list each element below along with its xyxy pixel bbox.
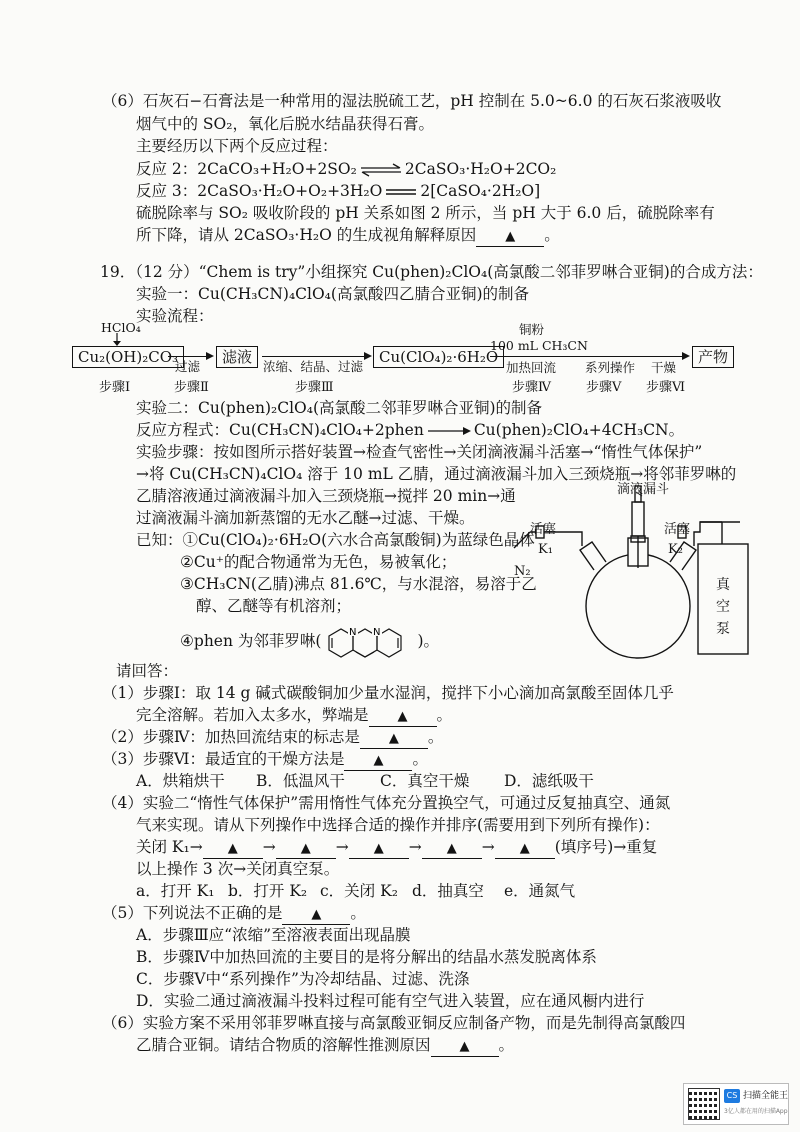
svg-text:N: N (373, 627, 381, 638)
blank-triangle-icon: ▲ (519, 841, 530, 856)
flow-box-filtrate: 滤液 (216, 346, 258, 368)
equals-sign-icon (384, 185, 418, 199)
a5-line (102, 903, 366, 925)
op-b: b．打开 K₂ (228, 882, 308, 900)
arrow: → (408, 838, 422, 856)
a5-option-c[interactable]: C．步骤Ⅴ中“系列操作”为冷却结晶、过滤、洗涤 (136, 970, 470, 988)
q19-exp2: 实验二：Cu(phen)₂ClO₄(高氯酸二邻菲罗啉合亚铜)的制备 (136, 399, 543, 417)
label-vacuum-pump: 真空泵 (716, 577, 730, 637)
op-filter: 过滤 (175, 359, 201, 374)
option-d[interactable]: D．滤纸吸干 (504, 772, 594, 790)
period: 。 (427, 728, 444, 746)
a5-text: （5）下列说法不正确的是 (102, 904, 283, 922)
op-concentrate: 浓缩、结晶、过滤 (263, 359, 364, 374)
option-c[interactable]: C．真空干燥 (380, 772, 470, 790)
a6-line1: （6）实验方案不采用邻菲罗啉直接与高氯酸亚铜反应制备产物，而是先制得高氯酸四 (102, 1014, 686, 1032)
step-5-label: 步骤Ⅴ (586, 380, 622, 395)
label-n2: N₂ (514, 564, 531, 579)
q19-equation (136, 420, 684, 440)
answer-blank-4a[interactable] (203, 838, 263, 859)
answer-blank-1[interactable] (369, 706, 437, 727)
reagent-copper-powder: 铜粉 (519, 322, 545, 337)
op-e: e．通氮气 (504, 882, 576, 900)
apparatus-diagram (510, 478, 760, 668)
step-4-label: 步骤Ⅳ (512, 380, 551, 395)
reaction2-left: 反应 2：2CaCO₃+H₂O+2SO₂ (136, 160, 357, 178)
step-3-label: 步骤Ⅲ (295, 380, 334, 395)
q6-reaction3 (136, 181, 540, 201)
period: 。 (544, 226, 560, 244)
flow-box-product: 产物 (692, 346, 734, 368)
a4-line2: 气来实现。请从下列操作中选择合适的操作并排序(需要用到下列所有操作)： (136, 816, 660, 834)
a4-line3 (136, 837, 657, 859)
answer-prompt: 请回答： (116, 662, 179, 680)
blank-triangle-icon: ▲ (373, 841, 384, 856)
known-4-text: ④phen 为邻菲罗啉( (180, 632, 322, 650)
blank-triangle-icon: ▲ (300, 841, 311, 856)
reagent-hclo4: HClO₄ (101, 320, 141, 335)
equation-left: 反应方程式：Cu(CH₃CN)₄ClO₄+2phen (136, 421, 424, 439)
arrow: → (335, 838, 349, 856)
a2-text: （2）步骤Ⅳ：加热回流结束的标志是 (102, 728, 360, 746)
reaction3-left: 反应 3：2CaSO₃·H₂O+O₂+3H₂O (136, 182, 383, 200)
blank-triangle-icon: ▲ (373, 753, 384, 768)
known-4 (180, 622, 439, 662)
known-2: ②Cu⁺的配合物通常为无色，易被氧化； (180, 553, 457, 571)
answer-blank-2[interactable] (360, 728, 428, 749)
q6-line3: 主要经历以下两个反应过程： (136, 137, 338, 155)
qr-code-icon (688, 1088, 720, 1120)
option-a[interactable]: A．烘箱烘干 (136, 772, 225, 790)
a5-option-b[interactable]: B．步骤Ⅳ中加热回流的主要目的是将分解出的结晶水蒸发脱离体系 (136, 948, 597, 966)
answer-blank[interactable] (476, 226, 544, 247)
answer-blank-4e[interactable] (495, 838, 555, 859)
a6-line2 (136, 1035, 514, 1057)
step-1-label: 步骤Ⅰ (99, 380, 131, 395)
flow-box-copper-perchlorate: Cu(ClO₄)₂·6H₂O (373, 346, 504, 368)
blank-triangle-icon: ▲ (446, 841, 457, 856)
op-reflux: 加热回流 (506, 360, 557, 375)
answer-blank-6[interactable] (431, 1036, 499, 1057)
a2-line (102, 727, 443, 749)
label-stopcock-2: 活塞 (664, 522, 691, 537)
reaction-arrow-icon (426, 425, 472, 437)
label-k1: K₁ (538, 542, 553, 557)
op-dry: 干燥 (651, 360, 677, 375)
step-2-label: 步骤Ⅱ (174, 380, 209, 395)
op-a: a．打开 K₁ (136, 882, 215, 900)
period: 。 (350, 904, 366, 922)
op-series: 系列操作 (585, 360, 636, 375)
answer-blank-3[interactable] (344, 750, 412, 771)
blank-triangle-icon: ▲ (459, 1039, 470, 1054)
option-b[interactable]: B．低温风干 (256, 772, 345, 790)
flow-arrow (168, 356, 212, 357)
arrow: → (262, 838, 276, 856)
a5-option-a[interactable]: A．步骤Ⅲ应“浓缩”至溶液表面出现晶膜 (136, 926, 411, 944)
steps-line3: 乙腈溶液通过滴液漏斗加入三颈烧瓶→搅拌 20 min→通 (136, 487, 516, 505)
steps-line2: →将 Cu(CH₃CN)₄ClO₄ 溶于 10 mL 乙腈，通过滴液漏斗加入三颈烧瓶→将邻菲罗啉的 (136, 465, 737, 483)
blank-triangle-icon: ▲ (505, 229, 516, 244)
period: 。 (498, 1036, 515, 1054)
q6-line7-text: 所下降，请从 2CaSO₃·H₂O 的生成视角解释原因 (136, 226, 477, 244)
cs-logo-icon: CS (724, 1089, 740, 1103)
flow-arrow (262, 356, 370, 357)
phenanthroline-structure-icon (321, 622, 417, 662)
q6-reaction2 (136, 159, 556, 179)
reagent-acetonitrile: 100 mL CH₃CN (490, 338, 588, 353)
known-3a: ③CH₃CN(乙腈)沸点 81.6℃，与水混溶，易溶于乙 (180, 575, 537, 593)
reaction2-right: 2CaSO₃·H₂O+2CO₂ (404, 160, 557, 178)
flow-arrow (490, 356, 688, 357)
blank-triangle-icon: ▲ (388, 731, 399, 746)
a4-start: 关闭 K₁→ (136, 838, 203, 856)
flow-box-basic-copper-carbonate: Cu₂(OH)₂CO₃ (72, 346, 184, 368)
period: 。 (412, 750, 428, 768)
op-d: d．抽真空 (412, 882, 484, 900)
a5-option-d[interactable]: D．实验二通过滴液漏斗投料过程可能有空气进入装置，应在通风橱内进行 (136, 992, 645, 1010)
a6-text: 乙腈合亚铜。请结合物质的溶解性推测原因 (136, 1036, 431, 1054)
scanner-watermark-badge (683, 1083, 789, 1125)
down-arrow-icon (112, 333, 122, 347)
answer-blank-5[interactable] (282, 904, 350, 925)
known-3b: 醇、乙醚等有机溶剂； (196, 597, 352, 615)
q6-line6: 硫脱除率与 SO₂ 吸收阶段的 pH 关系如图 2 所示，当 pH 大于 6.0 后，硫脱除率有 (136, 204, 715, 222)
svg-text:N: N (349, 627, 357, 638)
q19-header: 19．（12 分）“Chem is try”小组探究 Cu(phen)₂ClO₄(高氯酸二邻菲罗啉合亚铜)的合成方法： (100, 263, 763, 281)
a1-line1: （1）步骤Ⅰ：取 14 g 碱式碳酸铜加少量水湿润，搅拌下小心滴加高氯酸至固体几乎 (102, 684, 674, 702)
known-4-end: )。 (417, 632, 439, 650)
answer-blank-4b[interactable] (276, 838, 336, 859)
reaction3-right: 2[CaSO₄·2H₂O] (420, 182, 541, 200)
q6-line7 (136, 225, 560, 247)
q19-exp1: 实验一：Cu(CH₃CN)₄ClO₄(高氯酸四乙腈合亚铜)的制备 (136, 285, 529, 303)
op-c: c．关闭 K₂ (320, 882, 398, 900)
steps-line1: 实验步骤：按如图所示搭好装置→检查气密性→关闭滴液漏斗活塞→“惰性气体保护” (136, 443, 703, 461)
a3-line (102, 749, 428, 771)
blank-triangle-icon: ▲ (227, 841, 238, 856)
q6-line1: （6）石灰石−石膏法是一种常用的湿法脱硫工艺，pH 控制在 5.0~6.0 的石灰石浆液吸收 (102, 92, 722, 110)
q19-flow-title: 实验流程： (136, 307, 214, 325)
blank-triangle-icon: ▲ (397, 709, 408, 724)
a3-options (136, 771, 594, 791)
q6-line2: 烟气中的 SO₂，氧化后脱水结晶获得石膏。 (136, 115, 434, 133)
a4-options (136, 881, 575, 901)
arrow: → (481, 838, 495, 856)
equilibrium-arrow-icon (359, 163, 403, 177)
a4-line1: （4）实验二“惰性气体保护”需用惰性气体充分置换空气，可通过反复抽真空、通氮 (102, 794, 671, 812)
period: 。 (436, 706, 453, 724)
a3-text: （3）步骤Ⅵ：最适宜的干燥方法是 (102, 750, 345, 768)
label-stopcock-1: 活塞 (530, 522, 557, 537)
a1-line2 (136, 705, 452, 727)
step-6-label: 步骤Ⅵ (646, 380, 686, 395)
label-k2: K₂ (668, 542, 683, 557)
label-dropping-funnel: 滴液漏斗 (617, 482, 670, 497)
answer-blank-4d[interactable] (422, 838, 482, 859)
brand-tagline: 3亿人都在用的扫描App (724, 1108, 788, 1115)
answer-blank-4c[interactable] (349, 838, 409, 859)
equation-right: Cu(phen)₂ClO₄+4CH₃CN。 (473, 421, 685, 439)
steps-line4: 过滴液漏斗滴加新蒸馏的无水乙醚→过滤、干燥。 (136, 509, 475, 527)
known-1: 已知：①Cu(ClO₄)₂·6H₂O(六水合高氯酸铜)为蓝绿色晶体 (136, 531, 535, 549)
brand-name: 扫描全能王 (743, 1091, 789, 1101)
a1-text: 完全溶解。若加入太多水，弊端是 (136, 706, 369, 724)
a4-end: (填序号)→重复 (554, 838, 658, 856)
blank-triangle-icon: ▲ (311, 907, 322, 922)
a4-line4: 以上操作 3 次→关闭真空泵。 (136, 860, 340, 878)
